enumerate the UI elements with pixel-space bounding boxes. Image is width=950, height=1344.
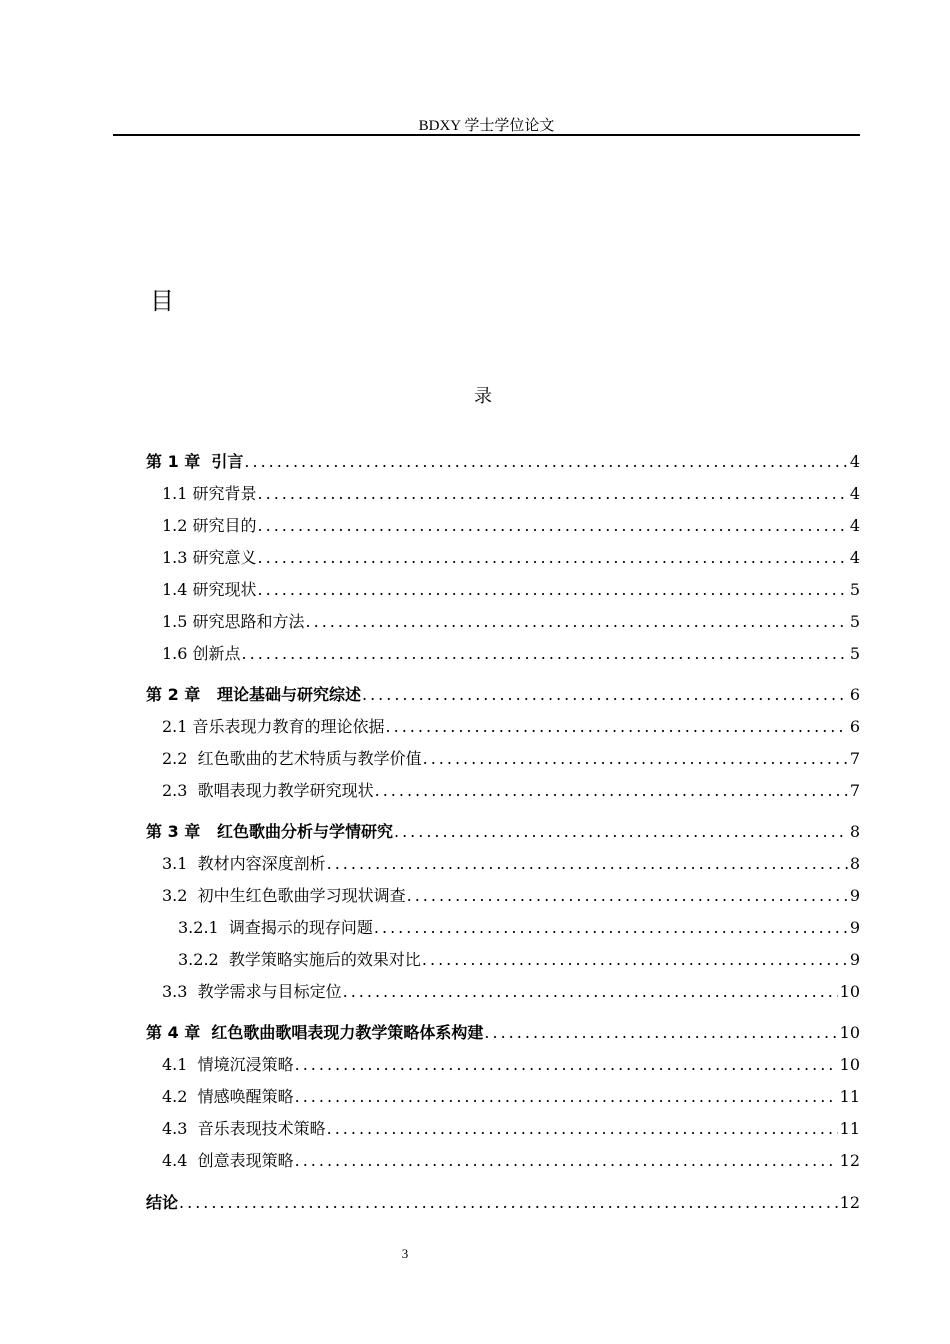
toc-entry-label: 第 1 章 引言 [146,452,244,471]
toc-dot-leader [407,884,848,908]
toc-entry-section[interactable] [162,1053,860,1077]
toc-dot-leader [386,715,848,739]
page-number: 3 [401,1246,409,1261]
toc-entry-page: 4 [849,548,860,567]
toc-entry-section[interactable] [162,1117,860,1141]
toc-dot-leader [484,1021,837,1045]
toc-dot-leader [327,1117,838,1141]
toc-dot-leader [343,980,838,1004]
toc-entry-label: 1.6 创新点 [162,644,241,663]
toc-entry-label: 第 3 章 红色歌曲分析与学情研究 [146,822,393,841]
toc-entry-page: 5 [849,644,860,663]
toc-dot-leader [374,916,848,940]
toc-dot-leader [327,852,848,876]
toc-dot-leader [306,610,848,634]
toc-entry-section[interactable] [162,852,860,876]
toc-entry-page: 5 [849,580,860,599]
toc-entry-label: 3.1 教材内容深度剖析 [162,854,326,873]
toc-entry-chapter[interactable] [146,820,860,844]
toc-dot-leader [295,1149,838,1173]
toc-dot-leader [244,450,847,474]
toc-dot-leader [295,1085,838,1109]
toc-entry-section[interactable] [162,610,860,634]
toc-entry-subsection[interactable] [178,916,860,940]
toc-entry-page: 9 [849,918,860,937]
toc-entry-section[interactable] [162,715,860,739]
toc-entry-page: 8 [849,822,860,841]
toc-entry-chapter[interactable] [146,1021,860,1045]
toc-entry-subsection[interactable] [178,948,860,972]
toc-entry-label: 4.2 情感唤醒策略 [162,1087,294,1106]
toc-entry-label: 2.2 红色歌曲的艺术特质与教学价值 [162,749,422,768]
toc-entry-page: 12 [839,1193,860,1212]
toc-entry-section[interactable] [162,884,860,908]
toc-entry-label: 4.1 情境沉浸策略 [162,1055,294,1074]
toc-entry-section[interactable] [162,514,860,538]
toc-entry-label: 4.4 创意表现策略 [162,1151,294,1170]
toc-dot-leader [362,683,848,707]
toc-entry-page: 7 [849,749,860,768]
toc-dot-leader [258,578,848,602]
toc-entry-section[interactable] [162,578,860,602]
toc-dot-leader [258,514,848,538]
toc-entry-label: 3.2.2 教学策略实施后的效果对比 [178,950,421,969]
toc-entry-page: 12 [839,1151,860,1170]
toc-dot-leader [295,1053,838,1077]
toc-dot-leader [394,820,848,844]
toc-dot-leader [258,482,848,506]
toc-entry-page: 4 [849,516,860,535]
toc-entry-label: 3.2.1 调查揭示的现存问题 [178,918,373,937]
toc-entry-label: 3.2 初中生红色歌曲学习现状调查 [162,886,406,905]
toc-entry-page: 4 [849,484,860,503]
toc-entry-section[interactable] [162,980,860,1004]
toc-entry-page: 5 [849,612,860,631]
toc-entry-page: 11 [839,1087,860,1106]
toc-entry-page: 10 [839,982,860,1001]
toc-entry-label: 4.3 音乐表现技术策略 [162,1119,326,1138]
toc-entry-section[interactable] [162,779,860,803]
toc-entry-chapter[interactable] [146,683,860,707]
toc-entry-page: 9 [849,950,860,969]
toc-entry-chapter[interactable] [146,1191,860,1215]
toc-dot-leader [258,546,848,570]
toc-entry-page: 10 [839,1023,860,1042]
toc-entry-label: 1.4 研究现状 [162,580,257,599]
toc-entry-section[interactable] [162,1085,860,1109]
toc-entry-section[interactable] [162,642,860,666]
toc-entry-page: 8 [849,854,860,873]
toc-entry-label: 2.3 歌唱表现力教学研究现状 [162,781,374,800]
toc-entry-section[interactable] [162,747,860,771]
toc-entry-label: 1.3 研究意义 [162,548,257,567]
toc-entry-section[interactable] [162,1149,860,1173]
toc-entry-label: 3.3 教学需求与目标定位 [162,982,342,1001]
toc-dot-leader [179,1191,838,1215]
toc-entry-label: 2.1 音乐表现力教育的理论依据 [162,717,385,736]
toc-entry-page: 10 [839,1055,860,1074]
toc-dot-leader [422,948,848,972]
toc-entry-page: 6 [849,685,860,704]
toc-entry-label: 结论 [146,1193,179,1212]
toc-entry-section[interactable] [162,546,860,570]
toc-entry-label: 第 2 章 理论基础与研究综述 [146,685,361,704]
toc-entry-page: 7 [849,781,860,800]
toc-entry-page: 9 [849,886,860,905]
toc-title-part2: 录 [474,386,492,407]
toc-entry-page: 6 [849,717,860,736]
toc-entry-label: 1.5 研究思路和方法 [162,612,305,631]
toc-entry-label: 1.2 研究目的 [162,516,257,535]
toc-dot-leader [375,779,848,803]
toc-entry-page: 4 [849,452,860,471]
toc-title-part1: 目 [150,287,174,315]
toc-entry-label: 第 4 章 红色歌曲歌唱表现力教学策略体系构建 [146,1023,484,1042]
toc-entry-label: 1.1 研究背景 [162,484,257,503]
toc-entry-section[interactable] [162,482,860,506]
running-header: BDXY 学士学位论文 [418,118,555,134]
header-rule [113,134,860,136]
toc-dot-leader [242,642,848,666]
toc-dot-leader [423,747,848,771]
toc-entry-page: 11 [839,1119,860,1138]
toc-entry-chapter[interactable] [146,450,860,474]
